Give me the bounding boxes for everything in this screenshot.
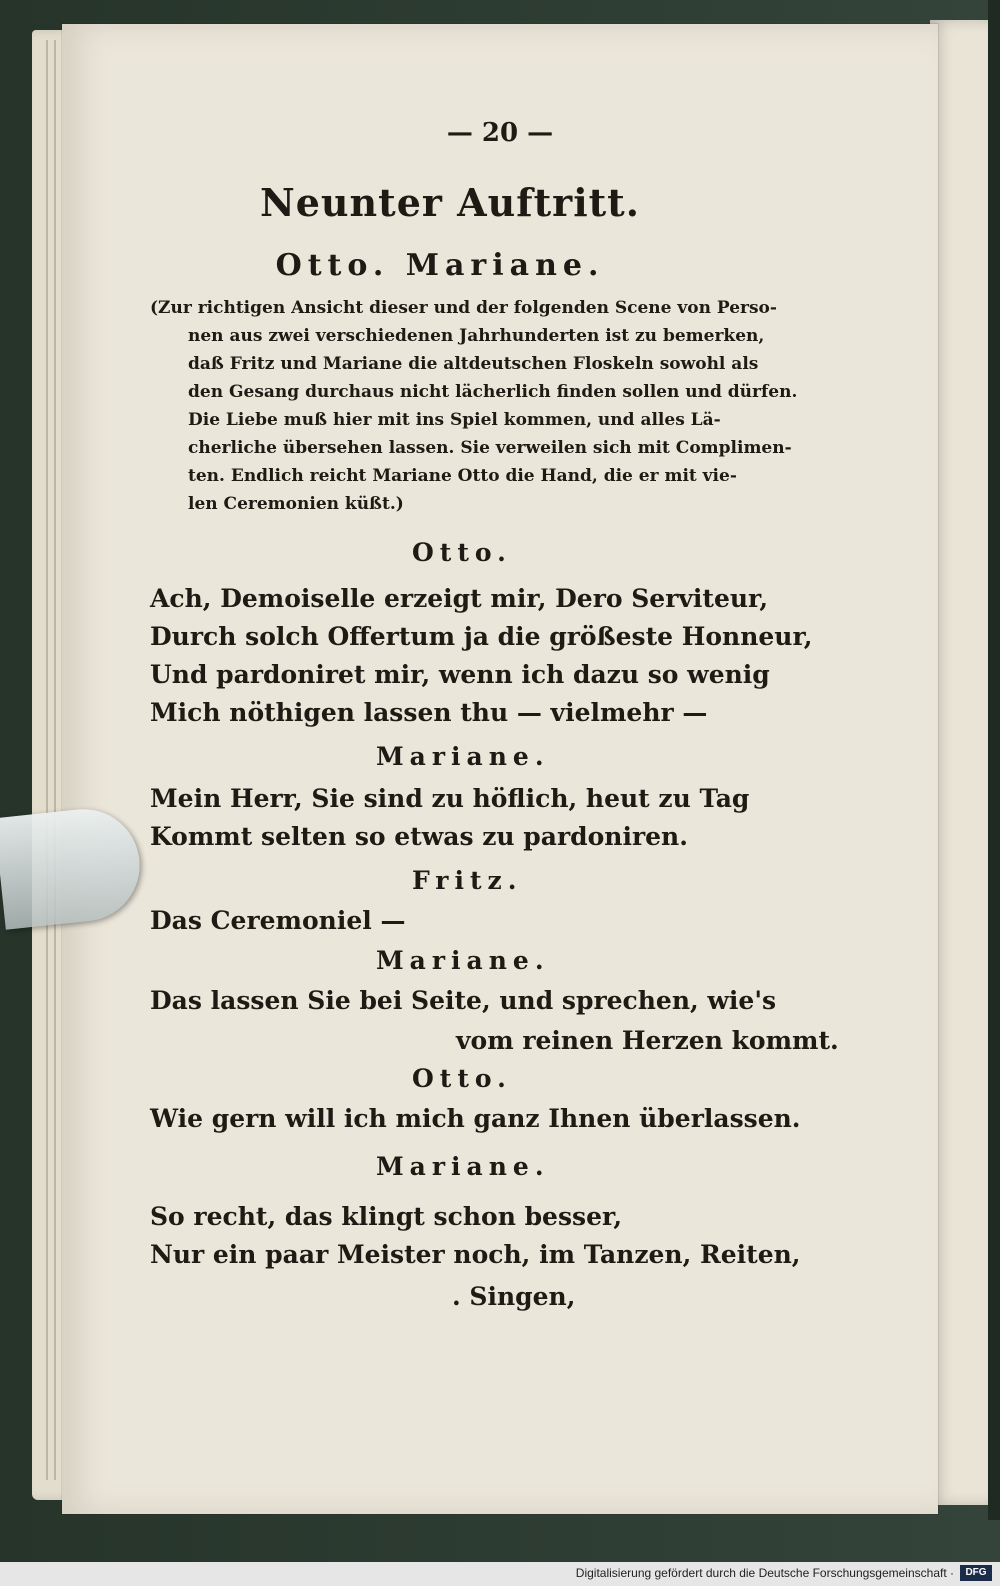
stage-direction-line: den Gesang durchaus nicht lächerlich finden sollen und dürfen. xyxy=(188,382,798,402)
speaker-name: Fritz. xyxy=(412,866,523,895)
speaker-name: Mariane. xyxy=(376,946,550,975)
scene-characters: Otto. Mariane. xyxy=(275,248,605,283)
dfg-logo: DFG xyxy=(960,1565,992,1581)
verse-line: Kommt selten so etwas zu pardoniren. xyxy=(150,822,688,851)
verse-line: Das lassen Sie bei Seite, und sprechen, wie's xyxy=(150,986,777,1015)
stage-direction-line: (Zur richtigen Ansicht dieser und der folgenden Scene von Perso- xyxy=(150,298,777,318)
stage-direction-line: nen aus zwei verschiedenen Jahrhunderten ist zu bemerken, xyxy=(188,326,765,346)
verse-line: So recht, das klingt schon besser, xyxy=(150,1202,623,1231)
footer-credit: Digitalisierung gefördert durch die Deutsche Forschungsgemeinschaft · xyxy=(575,1566,954,1580)
speaker-name: Otto. xyxy=(412,1064,512,1093)
verse-line: Durch solch Offertum ja die größeste Honneur, xyxy=(150,622,813,651)
speaker-name: Otto. xyxy=(412,538,512,567)
verse-line: Ach, Demoiselle erzeigt mir, Dero Serviteur, xyxy=(150,584,769,613)
page-stack-right xyxy=(930,20,988,1505)
verse-line: . Singen, xyxy=(452,1282,576,1311)
stage-direction-line: len Ceremonien küßt.) xyxy=(188,494,404,514)
speaker-name: Mariane. xyxy=(376,742,550,771)
verse-line: Wie gern will ich mich ganz Ihnen überlassen. xyxy=(150,1104,801,1133)
verse-line: Nur ein paar Meister noch, im Tanzen, Reiten, xyxy=(150,1240,801,1269)
stage-direction-line: daß Fritz und Mariane die altdeutschen Floskeln sowohl als xyxy=(188,354,759,374)
scan-border-right xyxy=(988,0,1000,1520)
stage-direction-line: Die Liebe muß hier mit ins Spiel kommen, und alles Lä- xyxy=(188,410,721,430)
stage-direction-line: cherliche übersehen lassen. Sie verweilen sich mit Complimen- xyxy=(188,438,792,458)
speaker-name: Mariane. xyxy=(376,1152,550,1181)
page-number: — 20 — xyxy=(446,118,554,148)
scene-title: Neunter Auftritt. xyxy=(260,180,640,225)
verse-line: Mein Herr, Sie sind zu höflich, heut zu Tag xyxy=(150,784,750,813)
stage-direction-line: ten. Endlich reicht Mariane Otto die Hand, die er mit vie- xyxy=(188,466,737,486)
verse-line: vom reinen Herzen kommt. xyxy=(456,1026,839,1055)
verse-line: Mich nöthigen lassen thu — vielmehr — xyxy=(150,698,708,727)
verse-line: Das Ceremoniel — xyxy=(150,906,406,935)
verse-line: Und pardoniret mir, wenn ich dazu so wenig xyxy=(150,660,770,689)
